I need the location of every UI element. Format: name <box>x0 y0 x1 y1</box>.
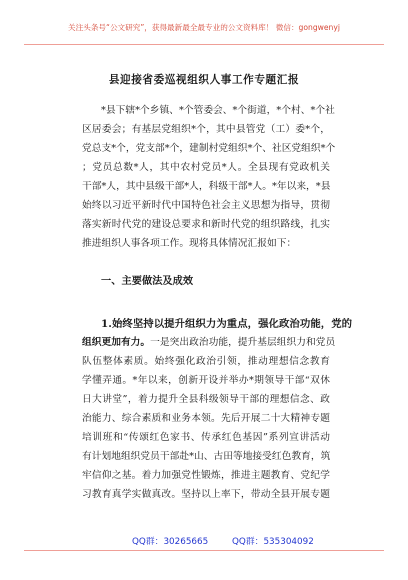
body-line: 习教育真学实做真改。坚持以上率下，带动全县开展专题 <box>82 489 330 500</box>
body-line: 队伍整体素质。始终强化政治引领，推动理想信念教育 <box>82 356 330 367</box>
body-line: 区居委会；有基层党组织*个，其中县管党（工）委*个， <box>82 124 330 135</box>
subsection-heading: 1.始终坚持以提升组织力为重点，强化政治功能，党的 <box>101 318 353 330</box>
body-line: 落实新时代党的建设总要求和新时代党的组织路线，扎实 <box>82 219 330 230</box>
document-title: 县迎接省委巡视组织人事工作专题汇报 <box>108 74 300 86</box>
blank-line <box>82 255 330 267</box>
header-divider <box>24 44 384 45</box>
body-line: 推进组织人事各项工作。现将具体情况汇报如下： <box>82 238 297 249</box>
body-line: 培训班和“传颂红色家书、传承红色基因”系列宣讲活动 <box>82 432 330 443</box>
body-line: 治能力、综合素质和业务本领。先后开展二十大精神专题 <box>82 413 330 424</box>
footer-divider <box>24 550 384 551</box>
body-text: 一是突出政治功能，提升基层组织力和党员 <box>150 337 336 348</box>
body-line: 党总支*个，党支部*个，建制村党组织*个、社区党组织*个 <box>82 143 336 154</box>
header-promo-note: 关注头条号“公文研究”，获得最新最全最专业的公文资料库！ 微信：gongwenyj <box>68 23 340 32</box>
body-line: *县下辖*个乡镇、*个管委会、*个街道，*个村、*个社 <box>101 105 335 116</box>
body-line: 有计划地组织党员干部赴*山、古田等地接受红色教育，筑 <box>82 451 331 462</box>
blank-line <box>82 297 330 309</box>
section-heading: 一、主要做法及成效 <box>101 276 194 287</box>
footer-qq-group-1: QQ群：30265665 <box>132 537 209 547</box>
body-line: 日大讲堂”，着力提升全县科级领导干部的理想信念、政 <box>82 394 330 405</box>
body-line: 干部*人，其中县级干部*人，科级干部*人。*年以来，*县 <box>82 181 331 192</box>
body-line: 始终以习近平新时代中国特色社会主义思想为指导，贯彻 <box>82 200 330 211</box>
body-line: 学懂弄通。*年以来，创新开设并举办*期领导干部“双休 <box>82 375 330 386</box>
body-line-mixed <box>82 337 336 349</box>
bold-lead: 组织更加有力。 <box>82 337 151 348</box>
footer-qq-group-2: QQ群：535304092 <box>232 537 314 547</box>
body-line: ；党员总数*人，其中农村党员*人。全县现有党政机关 <box>82 162 330 173</box>
body-line: 牢信仰之基。着力加强党性锻炼，推进主题教育、党纪学 <box>82 470 330 481</box>
